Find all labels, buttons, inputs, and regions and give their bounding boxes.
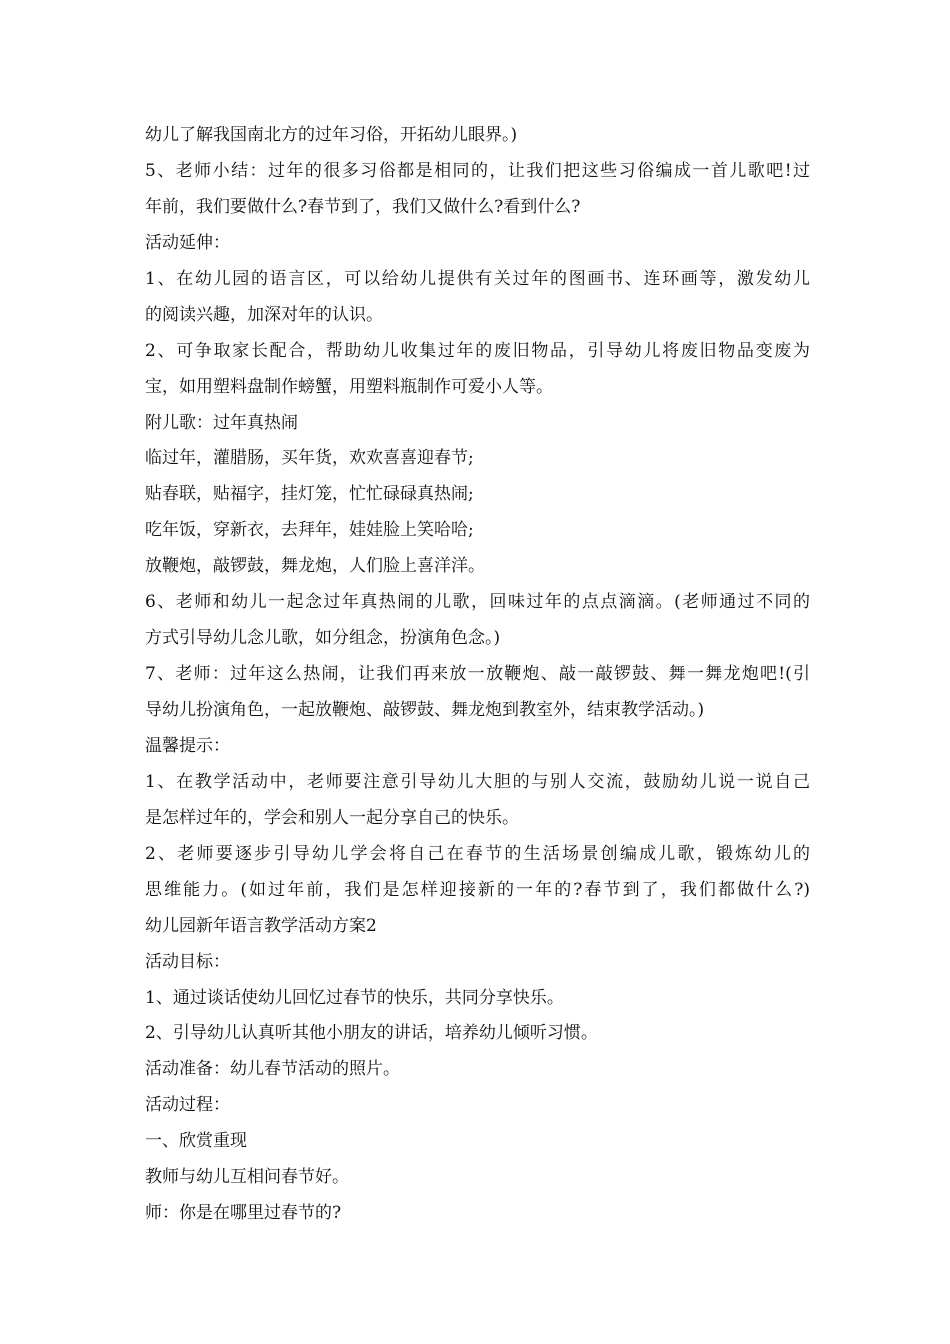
text-line: 是怎样过年的，学会和别人一起分享自己的快乐。	[145, 807, 519, 828]
text-line: 2、老师要逐步引导幼儿学会将自己在春节的生活场景创编成儿歌，锻炼幼儿的	[145, 843, 810, 864]
text-line: 5、老师小结：过年的很多习俗都是相同的，让我们把这些习俗编成一首儿歌吧!过	[145, 160, 810, 181]
text-line: 活动过程：	[145, 1095, 230, 1116]
text-line: 活动目标：	[145, 951, 230, 972]
text-line: 宝，如用塑料盘制作螃蟹，用塑料瓶制作可爱小人等。	[145, 376, 553, 397]
text-line: 1、在教学活动中，老师要注意引导幼儿大胆的与别人交流，鼓励幼儿说一说自己	[145, 771, 810, 792]
text-line: 幼儿园新年语言教学活动方案2	[145, 915, 377, 936]
text-line: 6、老师和幼儿一起念过年真热闹的儿歌，回味过年的点点滴滴。(老师通过不同的	[145, 592, 810, 613]
text-line: 2、可争取家长配合，帮助幼儿收集过年的废旧物品，引导幼儿将废旧物品变废为	[145, 340, 810, 361]
document-page	[145, 118, 810, 1232]
text-line: 思维能力。(如过年前，我们是怎样迎接新的一年的?春节到了，我们都做什么?)	[145, 879, 810, 900]
text-line: 一、欣赏重现	[145, 1131, 247, 1152]
text-line: 教师与幼儿互相问春节好。	[145, 1167, 349, 1188]
text-line: 年前，我们要做什么?春节到了，我们又做什么?看到什么?	[145, 196, 581, 217]
text-line: 附儿歌：过年真热闹	[145, 412, 298, 433]
text-line: 1、通过谈话使幼儿回忆过春节的快乐，共同分享快乐。	[145, 987, 564, 1008]
text-line: 放鞭炮，敲锣鼓，舞龙炮，人们脸上喜洋洋。	[145, 556, 485, 577]
text-line: 7、老师：过年这么热闹，让我们再来放一放鞭炮、敲一敲锣鼓、舞一舞龙炮吧!(引	[145, 664, 810, 685]
text-line: 1、在幼儿园的语言区，可以给幼儿提供有关过年的图画书、连环画等，激发幼儿	[145, 268, 810, 289]
text-line: 活动准备：幼儿春节活动的照片。	[145, 1059, 400, 1080]
text-line: 2、引导幼儿认真听其他小朋友的讲话，培养幼儿倾听习惯。	[145, 1023, 598, 1044]
text-line: 师：你是在哪里过春节的?	[145, 1203, 342, 1224]
text-line: 临过年，灌腊肠，买年货，欢欢喜喜迎春节;	[145, 448, 474, 469]
text-line: 的阅读兴趣，加深对年的认识。	[145, 304, 383, 325]
text-line: 方式引导幼儿念儿歌，如分组念，扮演角色念。)	[145, 628, 501, 649]
text-line: 活动延伸：	[145, 232, 230, 253]
text-line: 贴春联，贴福字，挂灯笼，忙忙碌碌真热闹;	[145, 484, 474, 505]
text-line: 温馨提示：	[145, 735, 230, 756]
text-line: 幼儿了解我国南北方的过年习俗，开拓幼儿眼界。)	[145, 125, 518, 145]
text-line: 吃年饭，穿新衣，去拜年，娃娃脸上笑哈哈;	[145, 520, 474, 541]
text-line: 导幼儿扮演角色，一起放鞭炮、敲锣鼓、舞龙炮到教室外，结束教学活动。)	[145, 700, 705, 720]
